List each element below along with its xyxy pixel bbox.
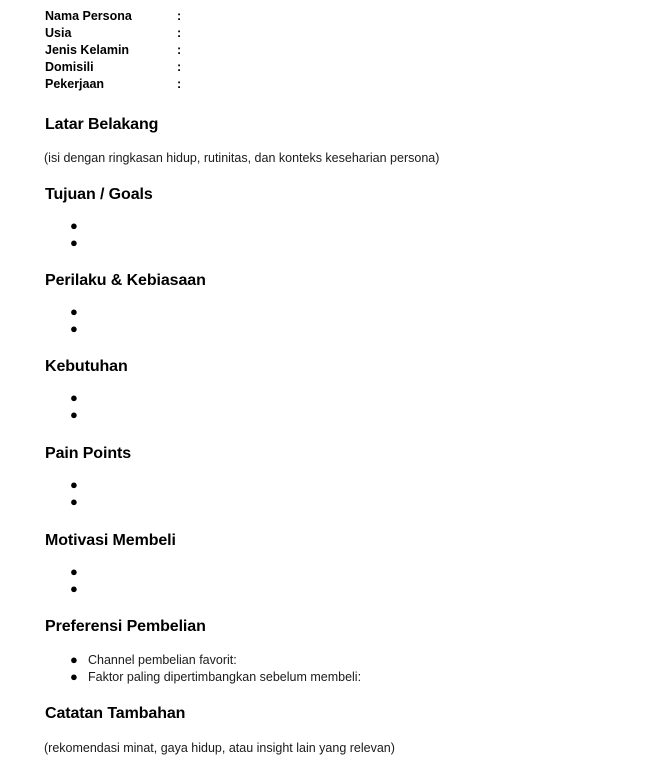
list-item[interactable] <box>45 669 361 686</box>
field-colon-pekerjaan: : <box>177 77 182 91</box>
field-row-usia <box>45 25 195 42</box>
bullet-icon: ● <box>70 669 78 684</box>
list-item[interactable] <box>45 407 88 424</box>
list-item[interactable] <box>45 564 88 581</box>
field-label-nama-persona: Nama Persona <box>45 9 132 23</box>
bullet-icon: ● <box>70 477 78 492</box>
bullet-icon: ● <box>70 494 78 509</box>
bullet-list-pain-points <box>45 477 88 511</box>
section-heading-tujuan-goals: Tujuan / Goals <box>45 186 153 203</box>
bullet-icon: ● <box>70 321 78 336</box>
field-label-jenis-kelamin: Jenis Kelamin <box>45 43 130 57</box>
field-colon-nama-persona: : <box>177 9 182 23</box>
bullet-list-tujuan-goals <box>45 218 88 252</box>
bullet-list-preferensi-pembelian <box>45 652 361 686</box>
bullet-icon: ● <box>70 581 78 596</box>
section-paragraph-catatan-tambahan: (rekomendasi minat, gaya hidup, atau insight lain yang relevan) <box>44 741 395 755</box>
field-label-domisili: Domisili <box>45 60 94 74</box>
field-colon-usia: : <box>177 26 182 40</box>
field-row-pekerjaan <box>45 76 195 93</box>
bullet-list-perilaku-kebiasaan <box>45 304 88 338</box>
bullet-icon: ● <box>70 652 78 667</box>
bullet-list-kebutuhan <box>45 390 88 424</box>
bullet-icon: ● <box>70 304 78 319</box>
list-item[interactable] <box>45 477 88 494</box>
list-item[interactable] <box>45 390 88 407</box>
section-paragraph-latar-belakang: (isi dengan ringkasan hidup, rutinitas, dan konteks keseharian persona) <box>44 151 440 165</box>
section-heading-kebutuhan: Kebutuhan <box>45 358 128 375</box>
persona-identity-fields <box>45 8 195 93</box>
bullet-icon: ● <box>70 235 78 250</box>
section-heading-motivasi-membeli: Motivasi Membeli <box>45 532 176 549</box>
field-label-usia: Usia <box>45 26 72 40</box>
field-row-nama-persona <box>45 8 195 25</box>
bullet-list-motivasi-membeli <box>45 564 88 598</box>
bullet-icon: ● <box>70 564 78 579</box>
field-row-domisili <box>45 59 195 76</box>
list-item[interactable] <box>45 218 88 235</box>
list-item[interactable] <box>45 494 88 511</box>
list-item[interactable] <box>45 235 88 252</box>
bullet-icon: ● <box>70 218 78 233</box>
section-heading-perilaku-kebiasaan: Perilaku & Kebiasaan <box>45 272 206 289</box>
section-heading-latar-belakang: Latar Belakang <box>45 116 159 133</box>
bullet-icon: ● <box>70 407 78 422</box>
list-item-text: Channel pembelian favorit: <box>88 653 237 667</box>
list-item-text: Faktor paling dipertimbangkan sebelum membeli: <box>88 670 362 684</box>
field-label-pekerjaan: Pekerjaan <box>45 77 105 91</box>
bullet-icon: ● <box>70 390 78 405</box>
section-heading-pain-points: Pain Points <box>45 445 132 462</box>
field-colon-domisili: : <box>177 60 182 74</box>
list-item[interactable] <box>45 581 88 598</box>
field-row-jenis-kelamin <box>45 42 195 59</box>
field-colon-jenis-kelamin: : <box>177 43 182 57</box>
list-item[interactable] <box>45 652 361 669</box>
list-item[interactable] <box>45 321 88 338</box>
section-heading-preferensi-pembelian: Preferensi Pembelian <box>45 618 206 635</box>
list-item[interactable] <box>45 304 88 321</box>
section-heading-catatan-tambahan: Catatan Tambahan <box>45 705 186 722</box>
